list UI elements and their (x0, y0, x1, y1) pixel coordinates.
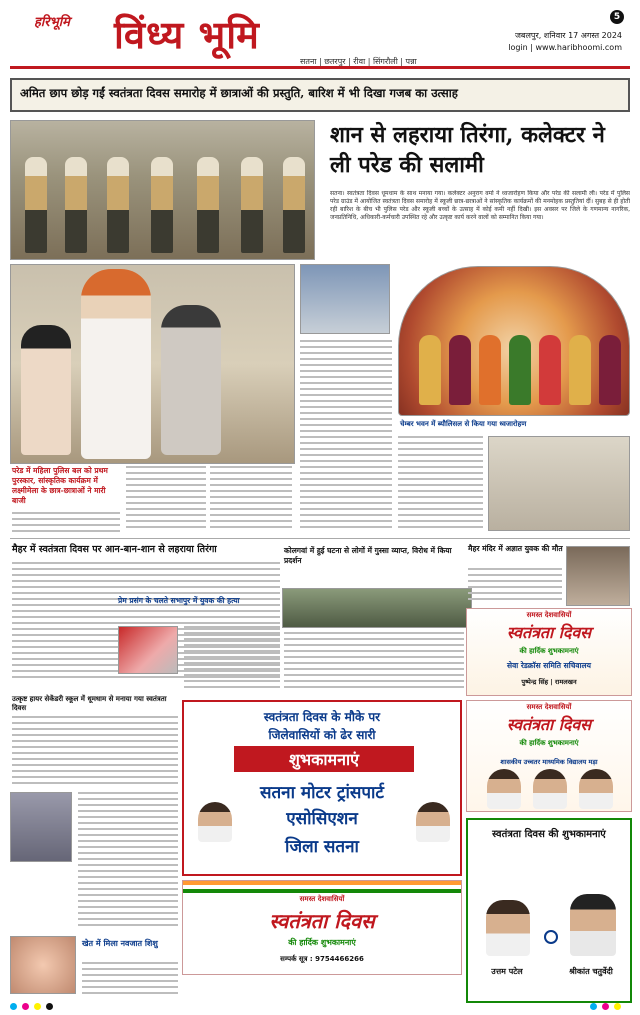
collector-photo (10, 264, 295, 464)
sabhapur-headline: प्रेम प्रसंग के चलते सभापुर में युवक की हत्या (118, 596, 240, 605)
ceremony-body (398, 436, 483, 531)
kolgawan-headline: कोलगवां में हुई घटना से लोगों में गुस्सा व्याप्त, विरोध में किया प्रदर्शन (284, 546, 452, 565)
crash-photo (118, 626, 178, 674)
parade-photo (10, 120, 315, 260)
ad1-org: सेवा रेडक्रॉस समिति सचिवालय (507, 661, 591, 670)
school-body (12, 716, 178, 788)
inset-photo (300, 264, 390, 334)
ad1-sub: की हार्दिक शुभकामनाएं (519, 647, 579, 655)
victim-photo (566, 546, 630, 606)
ad2-top: समस्त देशवासियों (526, 703, 572, 711)
masthead-rule (10, 66, 630, 69)
masthead-meta (508, 30, 622, 54)
section-title: विंध्य भूमि (114, 12, 260, 57)
ad-ghoshna (182, 880, 462, 975)
motor-name3: जिला सतना (285, 837, 359, 857)
district-nav[interactable]: सतना | छतरपुर | रीवा | सिंगरौली | पन्ना (300, 57, 417, 66)
ad2-sub: की हार्दिक शुभकामनाएं (519, 739, 579, 747)
website-link[interactable]: login | www.haribhoomi.com (508, 43, 622, 52)
motor-wish: शुभकामनाएं (234, 746, 414, 772)
protest-photo (282, 588, 472, 628)
ad3-name2: श्रीकांत चतुर्वेदी (569, 967, 613, 976)
lead-headline: शान से लहराया तिरंगा, कलेक्टर ने ली परेड की सलामी (330, 122, 605, 178)
ghoshna-contact: सम्पर्क सूत्र : 9754466266 (280, 955, 364, 963)
ghoshna-top: समस्त देशवासियों (299, 895, 345, 903)
ad1-names: पुष्पेन्द्र सिंह | रामलखन (521, 678, 577, 686)
ad-leaders (466, 818, 632, 1003)
ad2-org: शासकीय उच्चतर माध्यमिक विद्यालय मड़ा (500, 758, 598, 766)
masthead (10, 8, 630, 60)
kolgawan-body (284, 632, 464, 694)
page-number: 5 (610, 10, 624, 24)
maihar-death-headline: मैहर मंदिर में अज्ञात युवक की मौत (468, 544, 563, 553)
baby-headline: खेत में मिला नवजात शिशु (82, 938, 158, 948)
motor-mid: जिलेवासियों को ढेर सारी (268, 728, 376, 742)
ad1-title: स्वतंत्रता दिवस (506, 623, 592, 642)
banner-box (10, 78, 630, 112)
school-headline: उत्कृष्ट हायर सेकेंडरी स्कूल में धूमधाम से मनाया गया स्वतंत्रता दिवस (12, 694, 167, 712)
ad3-title: स्वतंत्रता दिवस की शुभकामनाएं (492, 829, 606, 840)
motor-name: सतना मोटर ट्रांसपार्ट (259, 783, 385, 803)
motor-name2: एसोसिएशन (286, 809, 358, 829)
school-body-2 (78, 792, 178, 932)
city-date: जबलपुर, शनिवार 17 अगस्त 2024 (514, 31, 622, 40)
ad-redcross (466, 608, 632, 696)
ceremony-photo (488, 436, 630, 531)
ad3-name1: उत्तम पटेल (491, 967, 523, 976)
police-headline: परेड में महिला पुलिस बल को प्रथम पुरस्कार, सांस्कृतिक कार्यक्रम में लक्ष्मीमेला के छात्र-छात्राओं ने मारी बाजी (12, 466, 108, 505)
ad2-title: स्वतंत्रता दिवस (506, 715, 592, 734)
ghoshna-title: स्वतंत्रता दिवस (269, 909, 375, 933)
police-body (12, 512, 120, 534)
column-body-1 (126, 466, 206, 534)
footer-color-marks (10, 1003, 630, 1011)
maihar-headline: मैहर में स्वतंत्रता दिवस पर आन-बान-शान से लहराया तिरंगा (12, 544, 217, 555)
ghoshna-sub: की हार्दिक शुभकामनाएं (288, 938, 356, 947)
section-divider (10, 538, 630, 539)
maihar-death-body (468, 568, 562, 604)
column-body-3 (300, 340, 392, 534)
ad1-top: समस्त देशवासियों (526, 611, 572, 619)
column-body-2 (210, 466, 292, 534)
dance-photo (398, 266, 630, 416)
dance-caption: चेम्बर भवन में ब्यौलिसल से किया गया ध्वजारोहण (400, 420, 527, 428)
school-photo (10, 792, 72, 862)
ad-school (466, 700, 632, 812)
lead-body: सतना। स्वतंत्रता दिवस धूमधाम के साथ मनाया गया। कलेक्टर अनुराग वर्मा ने ध्वजारोहण किया और परेड की सलामी ली। परेड में पुलिस परेड ग्राउंड में आयोजित स्वतंत्रता दिवस समारोह में स्कूली छात्र-छात्राओं ने सांस्कृतिक कार्यक्रमों की मनमोहक प्रस्तुतियां दीं। सुबह से ही होती रही बारिश के बीच भी पुलिस परेड और स्कूली बच्चों के उत्साह में कोई कमी नहीं दिखी। इस अवसर पर जिले के गणमान्य नागरिक, जनप्रतिनिधि, अधिकारी-कर्मचारी उपस्थित रहे और उत्कृष्ट कार्य करने वालों को सम्मानित किया गया। (330, 190, 630, 221)
sabhapur-body (184, 626, 280, 692)
brand-logo: हरिभूमि (34, 15, 70, 30)
banner-headline: अमित छाप छोड़ गईं स्वतंत्रता दिवस समारोह में छात्राओं की प्रस्तुति, बारिश में भी दिखा गजब का उत्साह (20, 86, 458, 100)
ad-motor-transport (182, 700, 462, 876)
baby-photo (10, 936, 76, 994)
motor-top: स्वतंत्रता दिवस के मौके पर (263, 710, 381, 724)
baby-body (82, 962, 178, 996)
